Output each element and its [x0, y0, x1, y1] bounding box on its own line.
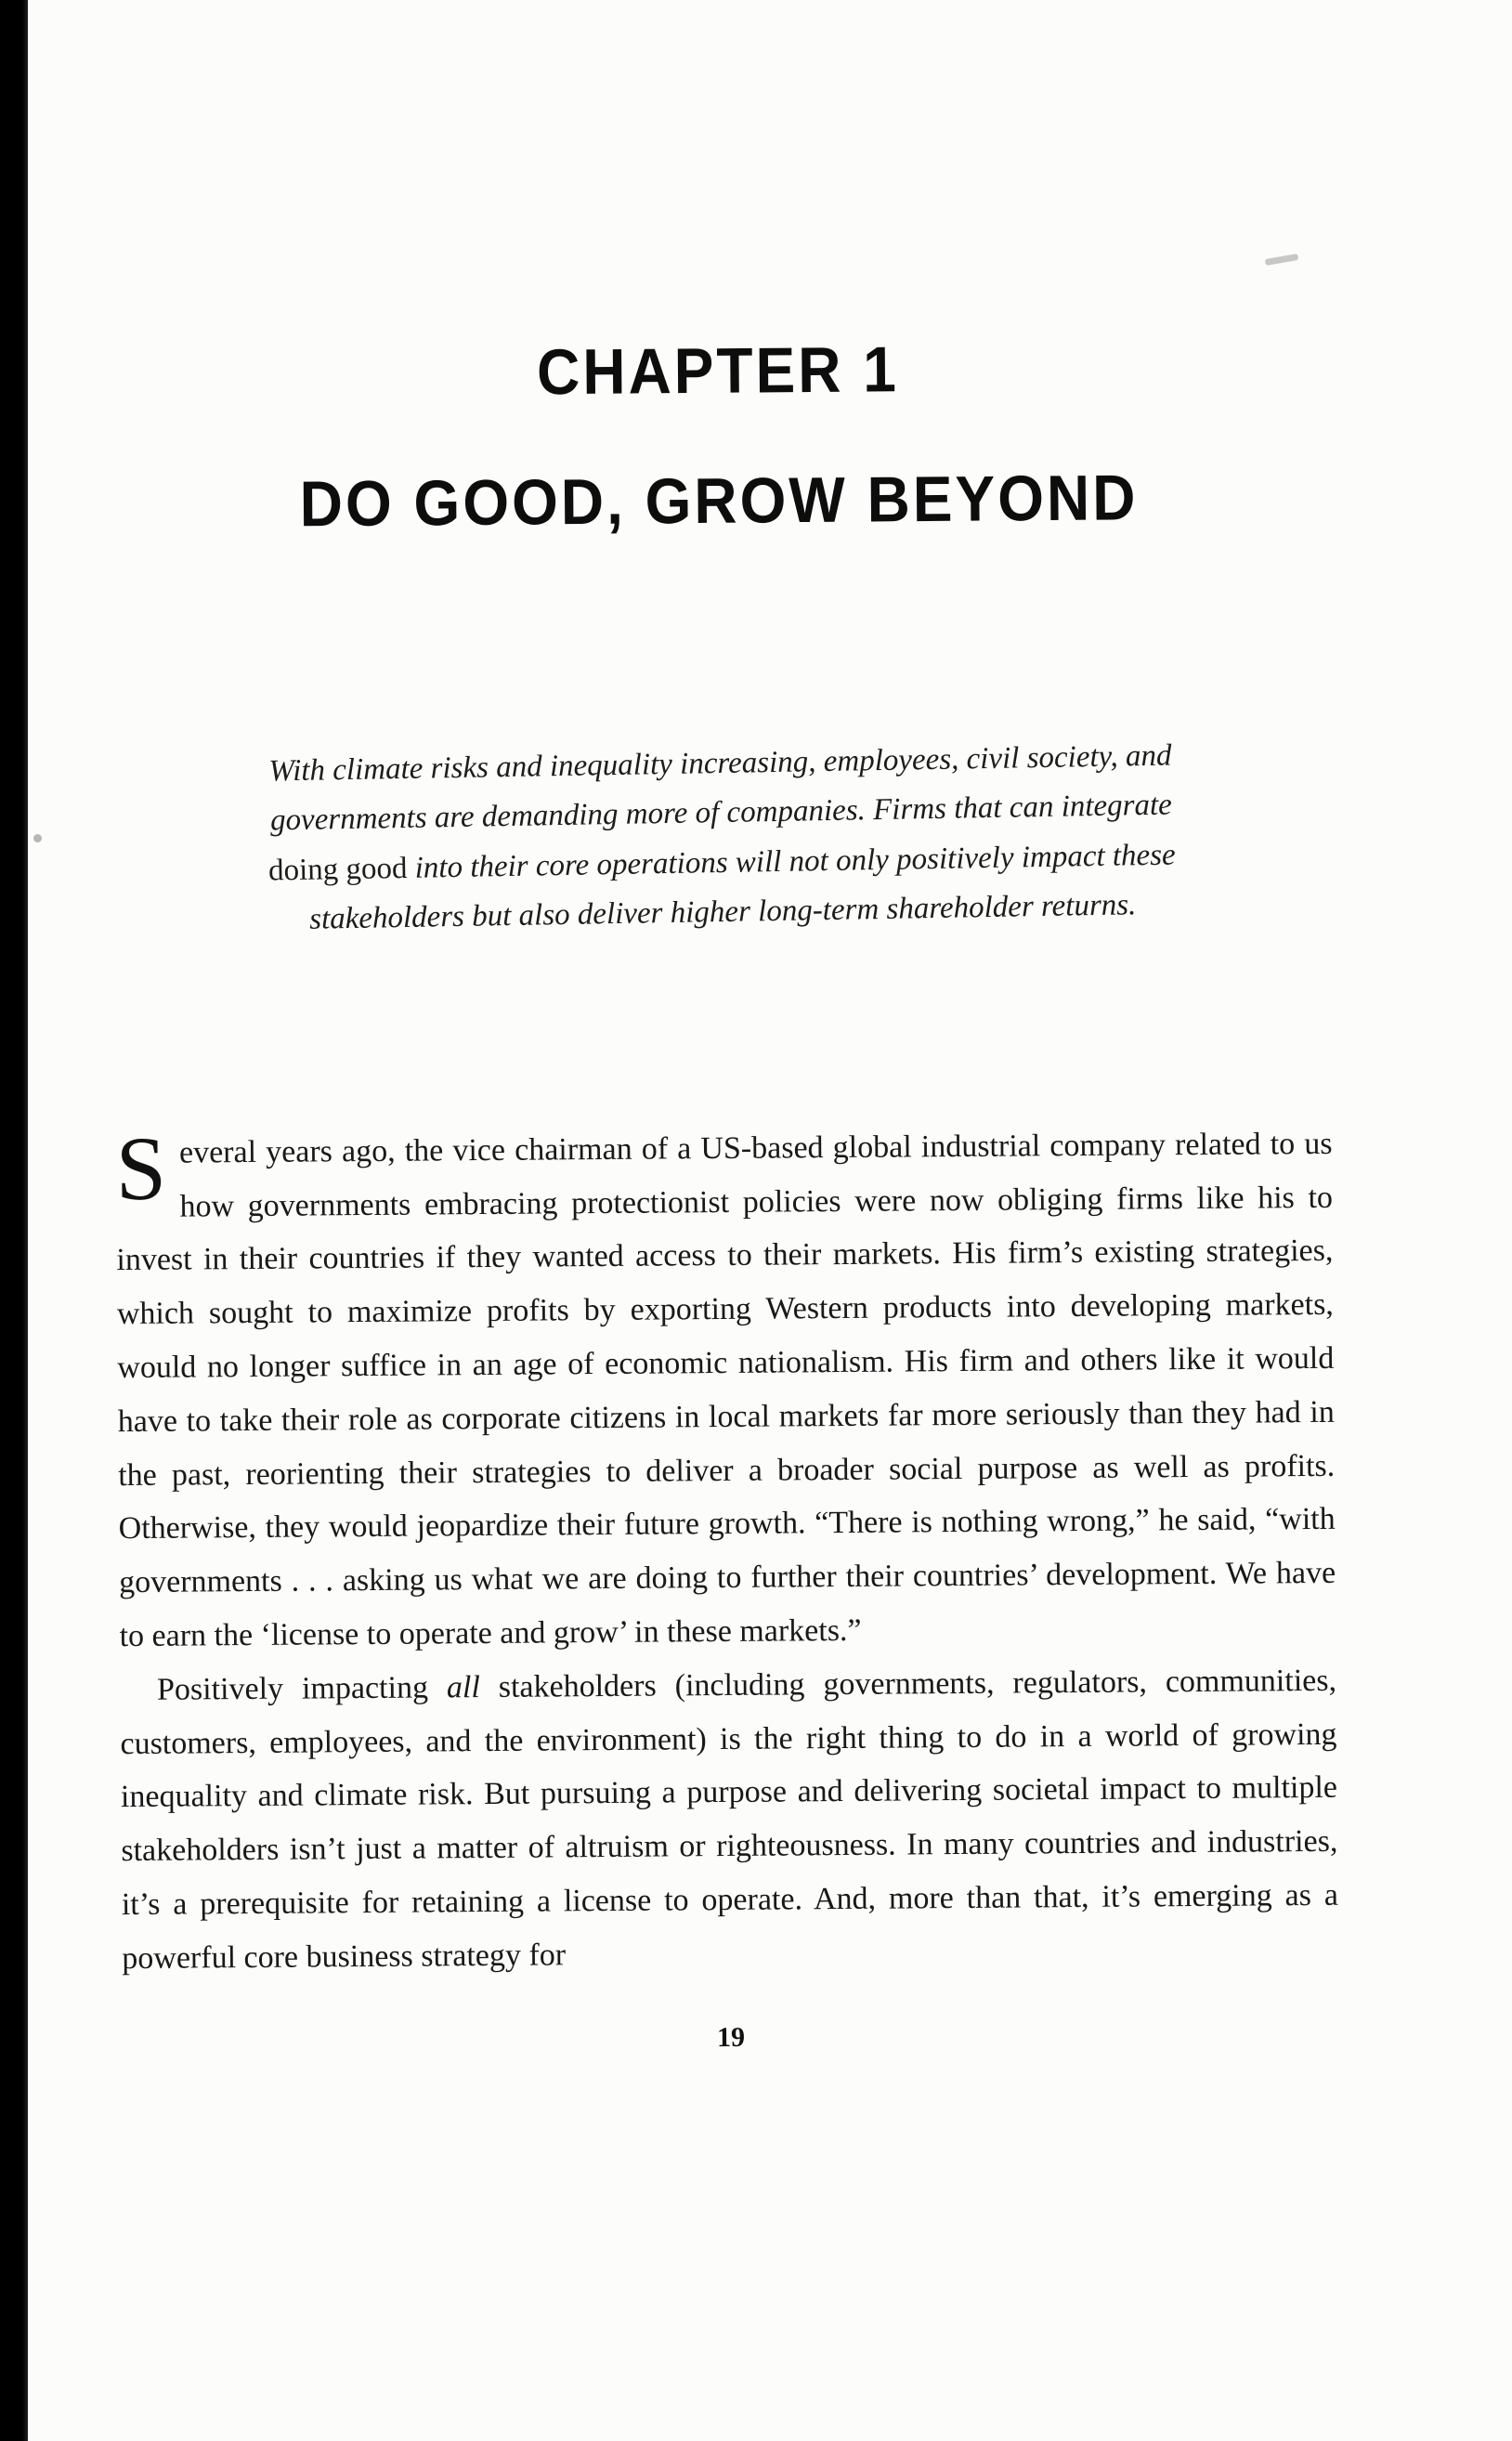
page-content: [107, 0, 1339, 2058]
body-text: [115, 1117, 1338, 1986]
paragraph-2-text-2: stakeholders (including governments, regulators, communities, customers, employees, and the environment) is the right thing to do in a world of growing inequality and climate risk. But pursuing a purpose and delivering societal impact to multiple stakeholders isn’t just a matter of altruism or righteousness. In many countries and industries, it’s a prerequisite for retaining a license to operate. And, more than that, it’s emerging as a powerful core business strategy for: [120, 1663, 1338, 1976]
chapter-label: CHAPTER 1: [536, 333, 900, 409]
page-number: 19: [716, 2021, 746, 2053]
chapter-title: DO GOOD, GROW BEYOND: [299, 461, 1139, 541]
paragraph-1-text: everal years ago, the vice chairman of a US-based global industrial company related to us how governments embracing protectionist policies were now obliging firms like his to invest in their countries if they wanted access to their markets. His firm’s existing strategies, which sought to maximize profits by exporting Western products into developing markets, would no longer suffice in an age of economic nationalism. His firm and others like it would have to take their role as corporate citizens in local markets far more seriously than they had in the past, reorienting their strategies to deliver a broader social purpose as well as profits. Otherwise, they would jeopardize their future growth. “There is nothing wrong,” he said, “with governments . . . asking us what we are doing to further their countries’ development. We have to earn the ‘license to operate and grow’ in these markets.”: [116, 1126, 1336, 1654]
scan-edge-bar: [0, 0, 28, 2441]
epigraph-text-roman: doing good: [267, 851, 408, 888]
paragraph-2-text-italic: all: [446, 1669, 480, 1705]
scan-artifact-dot: [33, 834, 42, 842]
epigraph-text-italic-2: into their core operations will not only positively impact these stakeholders but also deliver higher long-term shareholder returns.: [308, 838, 1176, 937]
epigraph-text-italic-1: With climate risks and inequality increasing, employees, civil society, and governments are demanding more of companies. Firms that can integrate: [268, 738, 1173, 838]
paragraph-1: [115, 1117, 1336, 1664]
paragraph-2: [120, 1654, 1339, 1986]
paragraph-2-text-1: Positively impacting: [156, 1670, 448, 1707]
drop-cap: S: [115, 1118, 167, 1220]
epigraph: [232, 731, 1211, 946]
